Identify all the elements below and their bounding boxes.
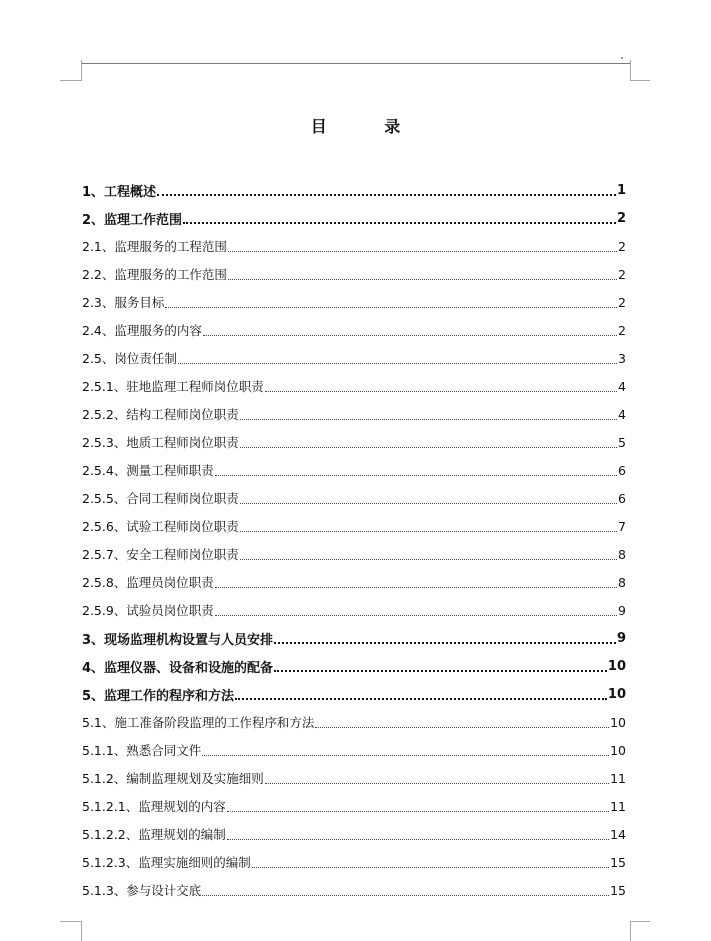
- crop-mark-top-left: [60, 60, 82, 81]
- toc-dot-leader: [157, 194, 616, 196]
- toc-entry[interactable]: [82, 848, 626, 876]
- toc-dot-leader: [215, 475, 617, 476]
- toc-entry-label: 5.1、施工准备阶段监理的工作程序和方法: [82, 715, 315, 730]
- toc-dot-leader: [240, 531, 617, 532]
- toc-entry[interactable]: [82, 456, 626, 484]
- toc-entry[interactable]: [82, 680, 626, 708]
- toc-entry-page-number: 9: [616, 630, 626, 646]
- toc-entry-page-number: 5: [618, 434, 626, 450]
- toc-entry[interactable]: [82, 344, 626, 372]
- toc-entry[interactable]: [82, 596, 626, 624]
- toc-entry[interactable]: [82, 176, 626, 204]
- toc-entry-label: 2.4、监理服务的内容: [82, 323, 202, 338]
- toc-entry[interactable]: [82, 820, 626, 848]
- toc-entry-label: 1、工程概述: [82, 184, 157, 200]
- toc-entry[interactable]: [82, 624, 626, 652]
- toc-entry-label: 5.1.2.1、监理规划的内容: [82, 799, 226, 814]
- toc-dot-leader: [240, 447, 617, 448]
- toc-entry-page-number: 8: [618, 574, 626, 590]
- toc-entry-label: 2.5.7、安全工程师岗位职责: [82, 547, 239, 562]
- toc-dot-leader: [240, 559, 617, 560]
- toc-title: 目 录: [310, 117, 427, 136]
- toc-entry-page-number: 2: [616, 210, 626, 226]
- crop-mark-top-right: [630, 60, 650, 81]
- toc-entry-label: 2.3、服务目标: [82, 295, 165, 310]
- toc-entry[interactable]: [82, 400, 626, 428]
- toc-entry-page-number: 10: [610, 742, 626, 758]
- toc-entry-page-number: 4: [618, 406, 626, 422]
- toc-entry[interactable]: [82, 484, 626, 512]
- toc-dot-leader: [315, 727, 609, 728]
- toc-entry-page-number: 10: [610, 714, 626, 730]
- toc-entry-label: 2.5.6、试验工程师岗位职责: [82, 519, 239, 534]
- toc-entry-page-number: 2: [618, 238, 626, 254]
- toc-entry[interactable]: [82, 372, 626, 400]
- toc-dot-leader: [240, 419, 617, 420]
- header-rule: [82, 63, 630, 64]
- toc-entry-page-number: 11: [610, 798, 626, 814]
- toc-entry-label: 2.5.8、监理员岗位职责: [82, 575, 214, 590]
- toc-entry-label: 5.1.1、熟悉合同文件: [82, 743, 202, 758]
- toc-dot-leader: [265, 783, 609, 784]
- toc-dot-leader: [215, 587, 617, 588]
- crop-mark-bottom-left: [60, 921, 82, 941]
- toc-entry-label: 2.5.1、驻地监理工程师岗位职责: [82, 379, 264, 394]
- toc-entry[interactable]: [82, 260, 626, 288]
- table-of-contents: [82, 176, 626, 904]
- toc-entry[interactable]: [82, 568, 626, 596]
- toc-entry[interactable]: [82, 792, 626, 820]
- toc-dot-leader: [227, 811, 609, 812]
- toc-entry-label: 4、监理仪器、设备和设施的配备: [82, 660, 274, 676]
- toc-entry-page-number: 7: [618, 518, 626, 534]
- toc-entry[interactable]: [82, 540, 626, 568]
- toc-entry-page-number: 10: [607, 686, 626, 702]
- toc-entry-label: 2.5.9、试验员岗位职责: [82, 603, 214, 618]
- toc-entry-page-number: 2: [618, 322, 626, 338]
- toc-entry-label: 5.1.2、编制监理规划及实施细则: [82, 771, 264, 786]
- toc-entry-label: 2.5.5、合同工程师岗位职责: [82, 491, 239, 506]
- toc-entry-label: 5、监理工作的程序和方法: [82, 688, 235, 704]
- toc-entry-label: 2.1、监理服务的工程范围: [82, 239, 227, 254]
- toc-dot-leader: [203, 335, 617, 336]
- toc-dot-leader: [215, 615, 617, 616]
- toc-entry-page-number: 11: [610, 770, 626, 786]
- toc-entry-label: 2.5、岗位责任制: [82, 351, 177, 366]
- crop-mark-bottom-right: [630, 921, 650, 941]
- toc-entry-page-number: 15: [610, 882, 626, 898]
- toc-dot-leader: [252, 867, 609, 868]
- toc-entry-page-number: 14: [610, 826, 626, 842]
- toc-entry[interactable]: [82, 876, 626, 904]
- toc-dot-leader: [228, 251, 617, 252]
- toc-dot-leader: [228, 279, 617, 280]
- toc-dot-leader: [178, 363, 617, 364]
- header-marker: [621, 57, 623, 59]
- toc-dot-leader: [165, 307, 617, 308]
- toc-entry[interactable]: [82, 204, 626, 232]
- toc-entry[interactable]: [82, 232, 626, 260]
- toc-entry-label: 5.1.2.2、监理规划的编制: [82, 827, 226, 842]
- toc-entry-label: 2、监理工作范围: [82, 212, 183, 228]
- toc-dot-leader: [183, 222, 616, 224]
- toc-entry-page-number: 1: [616, 182, 626, 198]
- toc-entry-page-number: 9: [618, 602, 626, 618]
- toc-dot-leader: [202, 895, 609, 896]
- toc-entry-label: 2.5.4、测量工程师职责: [82, 463, 214, 478]
- toc-entry-page-number: 2: [618, 294, 626, 310]
- toc-entry-page-number: 6: [618, 462, 626, 478]
- toc-entry-label: 2.5.2、结构工程师岗位职责: [82, 407, 239, 422]
- toc-entry[interactable]: [82, 512, 626, 540]
- toc-entry-page-number: 6: [618, 490, 626, 506]
- toc-entry-page-number: 15: [610, 854, 626, 870]
- toc-entry[interactable]: [82, 708, 626, 736]
- toc-dot-leader: [240, 503, 617, 504]
- toc-entry-page-number: 4: [618, 378, 626, 394]
- toc-entry-label: 5.1.3、参与设计交底: [82, 883, 202, 898]
- toc-dot-leader: [274, 642, 616, 644]
- toc-dot-leader: [202, 755, 609, 756]
- toc-entry[interactable]: [82, 764, 626, 792]
- toc-dot-leader: [265, 391, 617, 392]
- toc-entry[interactable]: [82, 736, 626, 764]
- toc-entry[interactable]: [82, 316, 626, 344]
- toc-entry-page-number: 3: [618, 350, 626, 366]
- toc-dot-leader: [227, 839, 609, 840]
- toc-entry[interactable]: [82, 288, 626, 316]
- toc-dot-leader: [274, 670, 607, 672]
- toc-entry-page-number: 8: [618, 546, 626, 562]
- toc-dot-leader: [235, 698, 607, 700]
- toc-entry-label: 5.1.2.3、监理实施细则的编制: [82, 855, 251, 870]
- toc-entry-label: 2.5.3、地质工程师岗位职责: [82, 435, 239, 450]
- toc-entry[interactable]: [82, 428, 626, 456]
- toc-entry-label: 3、现场监理机构设置与人员安排: [82, 632, 274, 648]
- toc-entry-page-number: 10: [607, 658, 626, 674]
- toc-entry-page-number: 2: [618, 266, 626, 282]
- toc-entry[interactable]: [82, 652, 626, 680]
- toc-entry-label: 2.2、监理服务的工作范围: [82, 267, 227, 282]
